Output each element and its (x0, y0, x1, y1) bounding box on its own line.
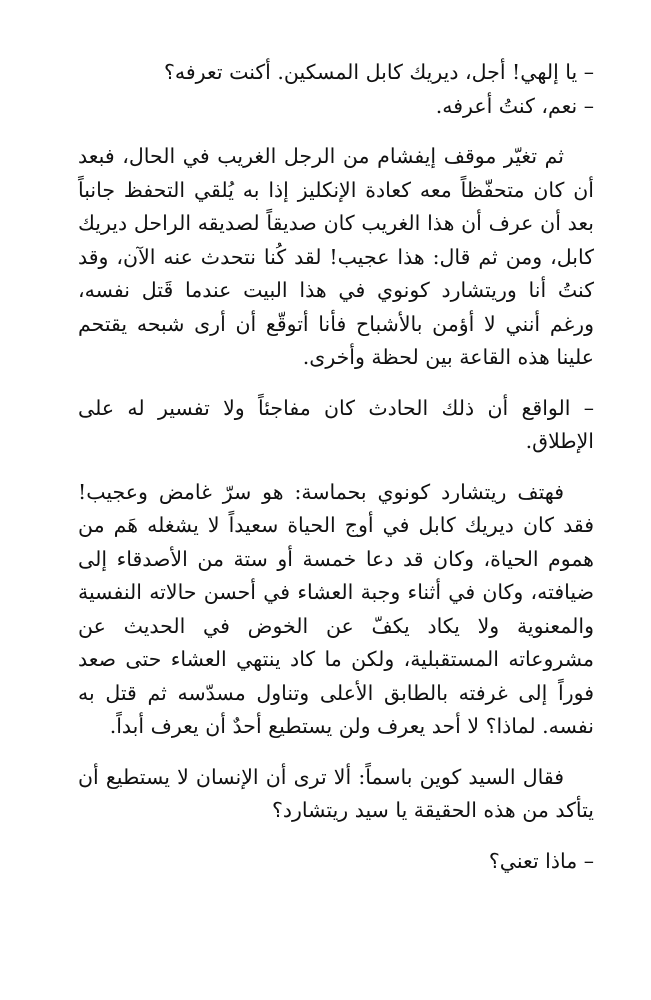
book-page (78, 56, 594, 878)
paragraph: ثم تغيّر موقف إيفشام من الرجل الغريب في الحال، فبعد أن كان متحفّظاً معه كعادة الإنكليز إذا به يُلقي التحفظ جانباً بعد أن عرف أن هذا الغريب كان صديقاً لصديقه الراحل ديريك كابل، ومن ثم قال: هذا عجيب! لقد كُنا نتحدث عنه الآن، وقد كنتُ أنا وريتشارد كونوي في هذا البيت عندما قَتل نفسه، ورغم أنني لا أؤمن بالأشباح فأنا أتوقّع أن أرى شبحه يقتحم علينا هذه القاعة بين لحظة وأخرى. (78, 144, 594, 369)
paragraph: فهتف ريتشارد كونوي بحماسة: هو سرّ غامض وعجيب! فقد كان ديريك كابل في أوج الحياة سعيداً لا يشغله هَم من هموم الحياة، وكان قد دعا خمسة أو ستة من الأصدقاء إلى ضيافته، وكان في أثناء وجبة العشاء في أحسن حالاته النفسية والمعنوية ولا يكاد يكفّ عن الخوض في الحديث عن مشروعاته المستقبلية، ولكن ما كاد ينتهي العشاء حتى صعد فوراً إلى غرفته بالطابق الأعلى وتناول مسدّسه ثم قتل به نفسه. لماذا؟ لا أحد يعرف ولن يستطيع أحدٌ أن يعرف أبداً. (78, 479, 594, 738)
dialogue-line: – يا إلهي! أجل، ديريك كابل المسكين. أكنت تعرفه؟ (164, 60, 594, 84)
dialogue-line: – نعم، كنتُ أعرفه. (435, 93, 594, 118)
dialogue-line: – الواقع أن ذلك الحادث كان مفاجئاً ولا تفسير له على الإطلاق. (78, 395, 594, 453)
paragraph: فقال السيد كوين باسماً: ألا ترى أن الإنسان لا يستطيع أن يتأكد من هذه الحقيقة يا سيد ريتشارد؟ (78, 764, 594, 822)
dialogue-line: – ماذا تعني؟ (488, 848, 594, 873)
